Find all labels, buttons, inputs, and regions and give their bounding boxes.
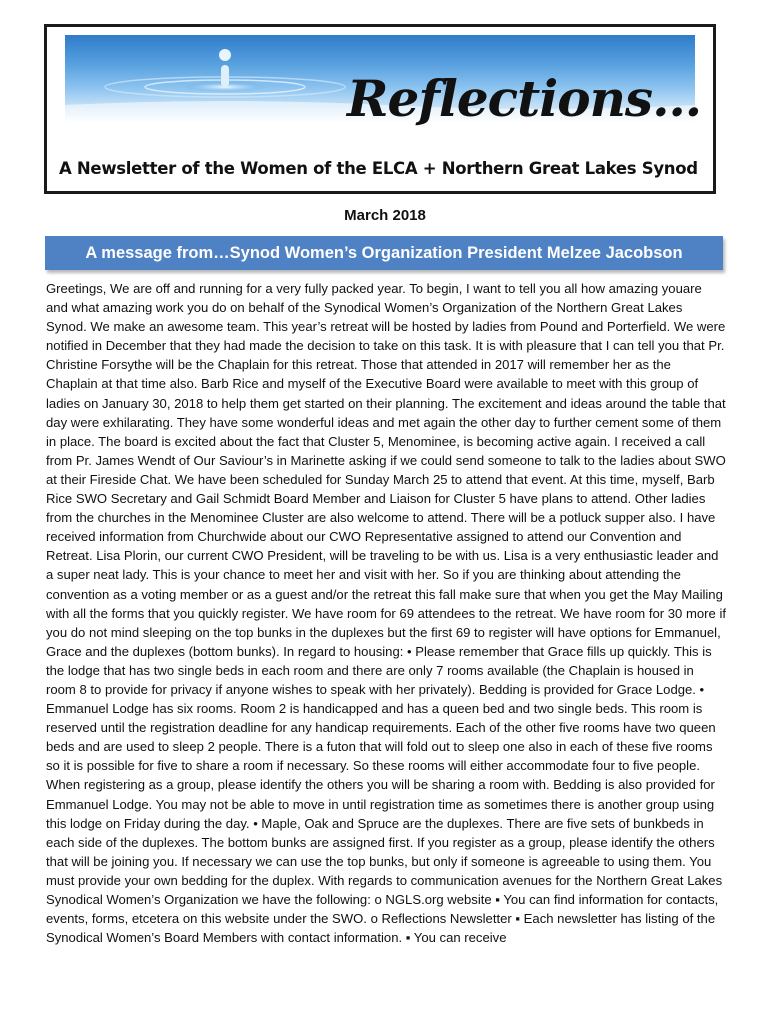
article-body: Greetings, We are off and running for a very fully packed year. To begin, I want to tell you all how amazing youare and what amazing work you do on behalf of the Synodical Women’s Organization of the Northern Great Lakes Synod. We make an awesome team. This year’s retreat will be hosted by ladies from Pound and Porterfield. We were notified in December that they had made the decision to take on this task. It is with pleasure that I can tell you that Pr. Christine Forsythe will be the Chaplain for this retreat. Those that attended in 2017 will remember her as the Chaplain at that time also. Barb Rice and myself of the Executive Board were available to meet with this group of ladies on January 30, 2018 to help them get started on their planning. The excitement and ideas around the table that day were exhilarating. They have some wonderful ideas and met again the other day to further cement some of them in place. The board is excited about the fact that Cluster 5, Menominee, is becoming active again. I received a call from Pr. James Wendt of Our Saviour’s in Marinette asking if we could send someone to talk to the ladies about SWO at their Fireside Chat. We have been scheduled for Sunday March 25 to attend that event. At this time, myself, Barb Rice SWO Secretary and Gail Schmidt Board Member and Liaison for Cluster 5 have plans to attend. Other ladies from the churches in the Menominee Cluster are also welcome to attend. There will be a potluck supper also. I have received information from Churchwide about our CWO Representative assigned to attend our Convention and Retreat. Lisa Plorin, our current CWO President, will be traveling to be with us. Lisa is a very enthusiastic leader and a super neat lady. This is your chance to meet her and visit with her. So if you are thinking about attending the convention as a voting member or as a guest and/or the retreat this fall make sure that when you get the May Mailing with all the forms that you quickly register. We have room for 69 attendees to the retreat. We have room for 30 more if you do not mind sleeping on the top bunks in the duplexes but the first 69 to register will have options for Emmanuel, Grace and the duplexes (bottom bunks). In regard to housing: • Please remember that Grace fills up quickly. This is the lodge that has two single beds in each room and there are only 7 rooms available (the Chaplain is housed in room 8 to provide for privacy if anyone wishes to speak with her privately). Bedding is provided for Grace Lodge. • Emmanuel Lodge has six rooms. Room 2 is handicapped and has a queen bed and two single beds. This room is reserved until the registration deadline for any handicap requirements. Each of the other five rooms have two queen beds and are used to sleep 2 people. There is a futon that will fold out to sleep one also in each of these five rooms so it is possible for five to share a room if necessary. So these rooms will either accommodate four to five people. When registering as a group, please identify the others you will be sharing a room with. Bedding is also provided for Emmanuel Lodge. You may not be able to move in until registration time as sometimes there is another group using this lodge on Friday during the day. • Maple, Oak and Spruce are the duplexes. There are five sets of bunkbeds in each side of the duplexes. The bottom bunks are assigned first. If you register as a group, please identify the others that will be joining you. If necessary we can use the top bunks, but only if someone is agreeable to using them. You must provide your own bedding for the duplex. With regards to communication avenues for the Northern Great Lakes Synodical Women’s Organization we have the following: o NGLS.org website ▪ You can find information for contacts, events, forms, etcetera on this website under the SWO. o Reflections Newsletter ▪ Each newsletter has listing of the Synodical Women’s Board Members with contact information. ▪ You can receive: [46, 281, 726, 946]
newsletter-title: Reflections…: [347, 69, 702, 128]
article-heading: A message from…Synod Women’s Organization President Melzee Jacobson: [85, 243, 683, 262]
newsletter-subtitle: A Newsletter of the Women of the ELCA + Northern Great Lakes Synod: [59, 159, 698, 178]
newsletter-masthead: [44, 24, 716, 194]
article-heading-banner: [45, 236, 723, 270]
issue-date: March 2018: [344, 207, 426, 224]
